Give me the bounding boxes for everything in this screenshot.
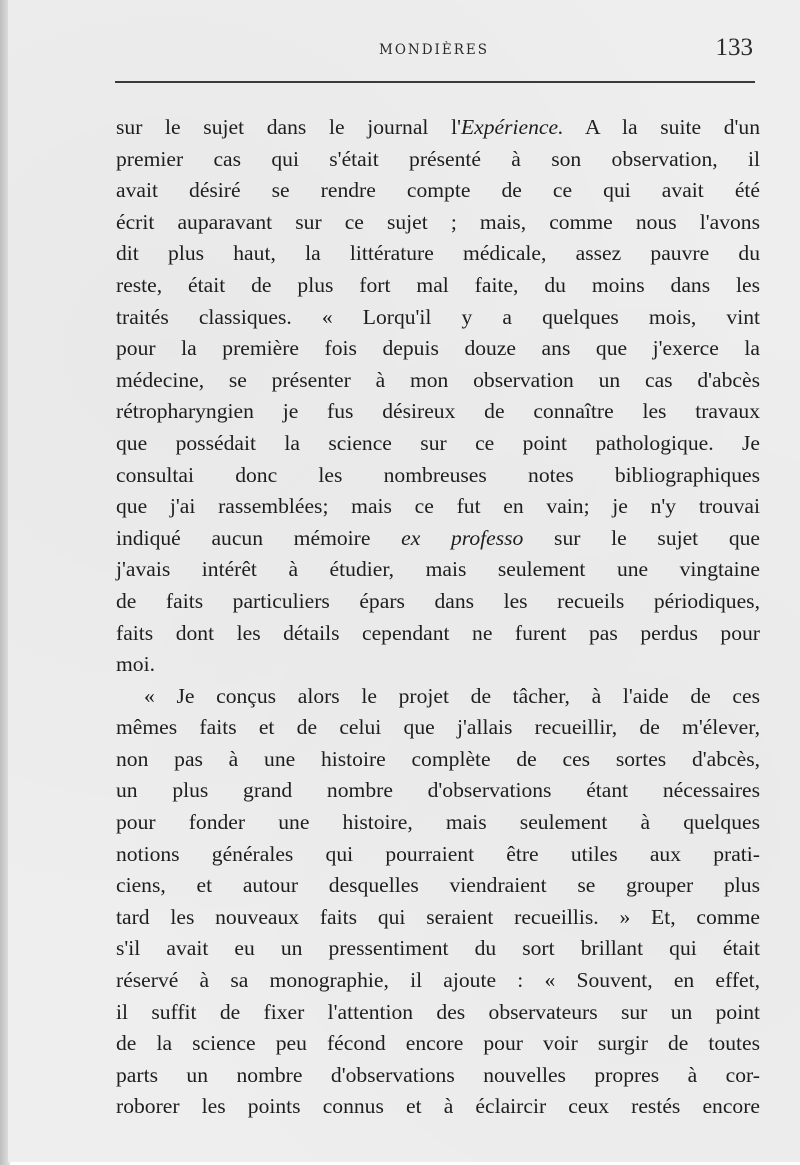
- text-line: [116, 523, 760, 555]
- text-run: moi.: [116, 652, 155, 677]
- text-run: faits dont les détails cependant ne furent pas perdus pour: [116, 620, 760, 645]
- text-run: A la suite d'un: [563, 115, 760, 139]
- text-run: « Je conçus alors le projet de tâcher, à l'aide de ces: [144, 683, 760, 708]
- text-line: [116, 1028, 760, 1060]
- text-run: parts un nombre d'observations nouvelles propres à cor-: [116, 1062, 760, 1087]
- text-line: [116, 333, 760, 365]
- text-line: [116, 965, 760, 997]
- text-run: tard les nouveaux faits qui seraient recueillis. » Et, comme: [116, 904, 760, 929]
- page-header: [115, 34, 753, 68]
- text-line: [116, 207, 760, 239]
- text-run: sur le sujet que: [523, 525, 761, 550]
- text-line: [116, 491, 760, 523]
- page-number: 133: [715, 34, 753, 61]
- text-run: de la science peu fécond encore pour voir surgir de toutes: [116, 1031, 760, 1056]
- text-run: mêmes faits et de celui que j'allais recueillir, de m'élever,: [116, 715, 760, 740]
- text-run: reste, était de plus fort mal faite, du moins dans les: [116, 272, 760, 297]
- text-run: rétropharyngien je fus désireux de connaître les travaux: [116, 399, 760, 424]
- text-run: de faits particuliers épars dans les recueils périodiques,: [116, 588, 760, 613]
- text-line: [116, 618, 760, 650]
- text-line: [116, 554, 760, 586]
- text-line: [116, 302, 760, 334]
- text-run: avait désiré se rendre compte de ce qui avait été: [116, 178, 760, 203]
- text-line: [116, 365, 760, 397]
- text-run: j'avais intérêt à étudier, mais seulement une vingtaine: [116, 557, 760, 582]
- text-line: [116, 649, 760, 681]
- text-line: [116, 870, 760, 902]
- text-run: pour fonder une histoire, mais seulement à quelques: [116, 810, 760, 835]
- text-line: [116, 460, 760, 492]
- italic-text: ex professo: [401, 525, 524, 550]
- text-line: [116, 712, 760, 744]
- text-run: il suffit de fixer l'attention des observateurs sur un point: [116, 999, 760, 1024]
- text-line: [116, 839, 760, 871]
- text-run: écrit auparavant sur ce sujet ; mais, comme nous l'avons: [116, 209, 760, 234]
- text-run: dit plus haut, la littérature médicale, assez pauvre du: [116, 241, 760, 266]
- text-line: [116, 775, 760, 807]
- text-line: [116, 1060, 760, 1092]
- text-run: traités classiques. « Lorqu'il y a quelques mois, vint: [116, 304, 760, 329]
- text-line: [116, 270, 760, 302]
- text-line: [116, 238, 760, 270]
- running-head: MONDIÈRES: [379, 42, 489, 58]
- text-run: pour la première fois depuis douze ans que j'exerce la: [116, 336, 760, 361]
- text-line: [116, 997, 760, 1029]
- text-line: [116, 681, 760, 713]
- text-line: [116, 396, 760, 428]
- text-run: s'il avait eu un pressentiment du sort brillant qui était: [116, 936, 760, 961]
- text-run: consultai donc les nombreuses notes bibliographiques: [116, 462, 760, 487]
- text-line: [116, 807, 760, 839]
- italic-text: Expérience.: [460, 115, 564, 139]
- text-run: notions générales qui pourraient être utiles aux prati-: [116, 841, 760, 866]
- text-line: [116, 428, 760, 460]
- text-run: un plus grand nombre d'observations étant nécessaires: [116, 778, 760, 803]
- text-line: [116, 112, 760, 144]
- text-line: [116, 902, 760, 934]
- text-run: roborer les points connus et à éclaircir ceux restés encore: [116, 1094, 760, 1119]
- text-run: que possédait la science sur ce point pathologique. Je: [116, 430, 760, 455]
- text-run: non pas à une histoire complète de ces sortes d'abcès,: [116, 746, 760, 771]
- text-run: indiqué aucun mémoire: [116, 525, 402, 550]
- text-line: [116, 586, 760, 618]
- text-run: médecine, se présenter à mon observation un cas d'abcès: [116, 367, 760, 392]
- text-run: réservé à sa monographie, il ajoute : « Souvent, en effet,: [116, 968, 760, 993]
- text-line: [116, 933, 760, 965]
- header-rule: [115, 81, 755, 83]
- text-run: premier cas qui s'était présenté à son observation, il: [116, 146, 760, 171]
- text-run: ciens, et autour desquelles viendraient se grouper plus: [116, 873, 760, 898]
- body-text: [116, 112, 760, 1123]
- text-line: [116, 1091, 760, 1123]
- text-run: que j'ai rassemblées; mais ce fut en vain; je n'y trouvai: [116, 494, 760, 519]
- text-line: [116, 744, 760, 776]
- text-line: [116, 175, 760, 207]
- text-line: [116, 144, 760, 176]
- text-run: sur le sujet dans le journal l': [116, 115, 461, 139]
